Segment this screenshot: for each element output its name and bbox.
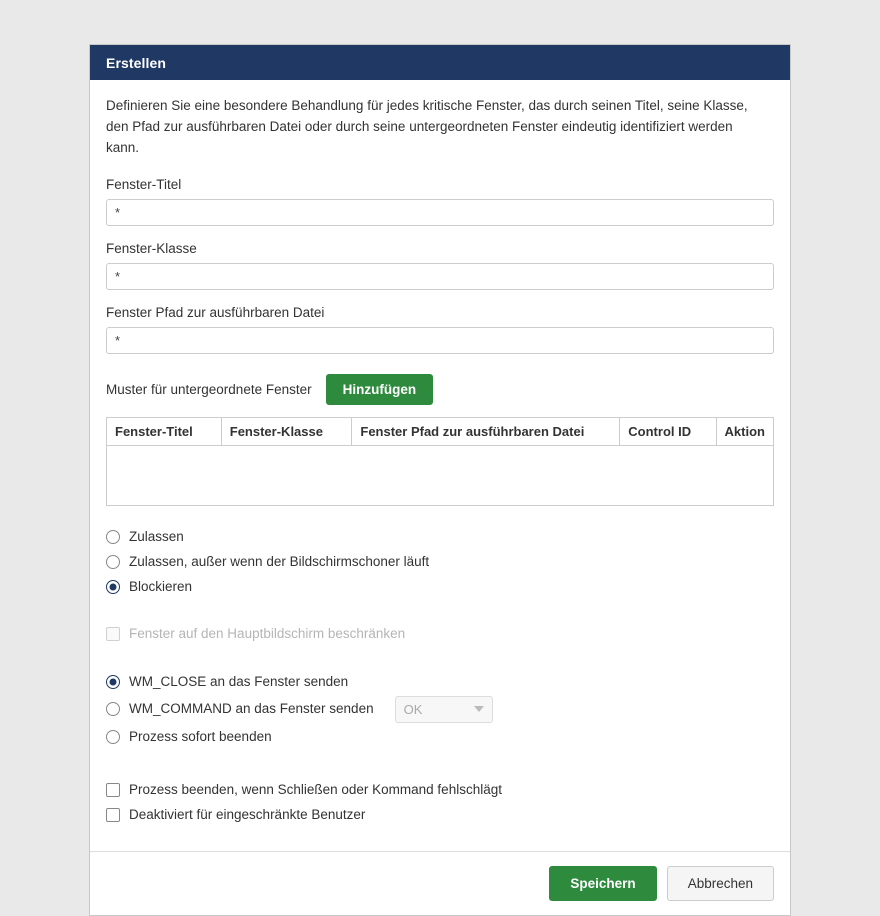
table-empty-row [107, 445, 774, 505]
table-empty-cell [107, 445, 774, 505]
table-header-row [107, 417, 774, 445]
radio-allow-icon[interactable] [106, 530, 120, 544]
save-button[interactable]: Speichern [549, 866, 656, 901]
checkbox-row-disabled-for-restricted-users[interactable] [106, 804, 774, 826]
field-window-exe-path [106, 305, 774, 354]
radio-row-wm-close[interactable] [106, 671, 774, 693]
cancel-button[interactable]: Abbrechen [667, 866, 774, 901]
radio-terminate-process-label: Prozess sofort beenden [129, 728, 272, 744]
radio-wm-command-label: WM_COMMAND an das Fenster senden [129, 701, 374, 717]
input-window-exe-path[interactable] [106, 327, 774, 354]
add-pattern-button[interactable]: Hinzufügen [326, 374, 434, 405]
child-window-table [106, 417, 774, 506]
label-window-class: Fenster-Klasse [106, 240, 197, 256]
restrict-main-screen-label: Fenster auf den Hauptbildschirm beschränken [129, 625, 406, 641]
dialog-title: Erstellen [106, 54, 167, 71]
checkbox-row-restrict-main-screen [106, 623, 774, 645]
create-window-rule-dialog [89, 44, 791, 916]
column-header-window-title: Fenster-Titel [107, 417, 222, 445]
chevron-down-icon [474, 706, 484, 712]
column-header-exe-path: Fenster Pfad zur ausführbaren Datei [352, 417, 620, 445]
child-window-pattern-row [106, 374, 774, 405]
field-window-title [106, 177, 774, 226]
radio-row-wm-command[interactable] [106, 696, 774, 723]
radio-row-allow-unless-screensaver[interactable] [106, 551, 774, 573]
field-window-class [106, 241, 774, 290]
column-header-window-class: Fenster-Klasse [221, 417, 352, 445]
column-header-action: Aktion [716, 417, 773, 445]
dialog-body [90, 80, 790, 851]
restrict-main-screen-checkbox [106, 627, 120, 641]
radio-block-icon[interactable] [106, 580, 120, 594]
action-radio-group [106, 526, 774, 598]
radio-allow-unless-screensaver-label: Zulassen, außer wenn der Bildschirmschoner läuft [129, 553, 430, 569]
terminate-on-failure-checkbox[interactable] [106, 783, 120, 797]
radio-allow-label: Zulassen [129, 528, 184, 544]
column-header-control-id: Control ID [620, 417, 716, 445]
disabled-for-restricted-users-checkbox[interactable] [106, 808, 120, 822]
input-window-class[interactable] [106, 263, 774, 290]
radio-allow-unless-screensaver-icon[interactable] [106, 555, 120, 569]
radio-wm-command-icon[interactable] [106, 702, 120, 716]
radio-row-allow[interactable] [106, 526, 774, 548]
terminate-on-failure-label: Prozess beenden, wenn Schließen oder Kommand fehlschlägt [129, 781, 502, 797]
label-window-title: Fenster-Titel [106, 176, 182, 192]
input-window-title[interactable] [106, 199, 774, 226]
dialog-footer [90, 851, 790, 915]
label-window-exe-path: Fenster Pfad zur ausführbaren Datei [106, 304, 325, 320]
checkbox-row-terminate-on-failure[interactable] [106, 779, 774, 801]
wm-command-select[interactable] [395, 696, 493, 723]
close-method-radio-group [106, 671, 774, 748]
disabled-for-restricted-users-label: Deaktiviert für eingeschränkte Benutzer [129, 806, 366, 822]
radio-row-terminate-process[interactable] [106, 726, 774, 748]
dialog-description: Definieren Sie eine besondere Behandlung für jedes kritische Fenster, das durch seinen Titel, seine Klasse, den Pfad zur ausführbaren Datei oder durch seine untergeordneten Fenster eindeutig identifiziert werden kann. [106, 98, 748, 155]
child-window-pattern-label: Muster für untergeordnete Fenster [106, 381, 312, 397]
wm-command-select-value: OK [395, 696, 493, 723]
radio-wm-close-label: WM_CLOSE an das Fenster senden [129, 673, 349, 689]
radio-block-label: Blockieren [129, 578, 193, 594]
dialog-header [90, 45, 790, 80]
radio-wm-close-icon[interactable] [106, 675, 120, 689]
radio-terminate-process-icon[interactable] [106, 730, 120, 744]
radio-row-block[interactable] [106, 576, 774, 598]
